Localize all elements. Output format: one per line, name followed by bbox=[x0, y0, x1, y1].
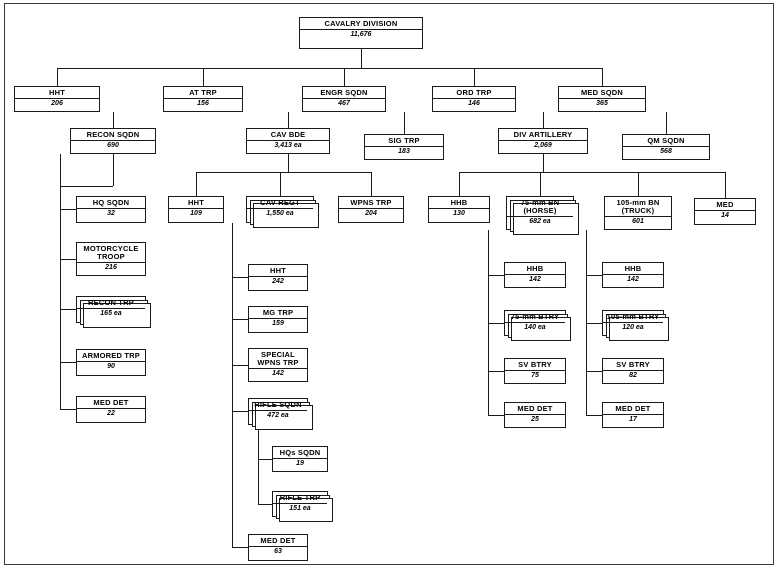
unit-name: HHT bbox=[48, 88, 65, 97]
unit-name: HHT bbox=[269, 266, 286, 275]
connector-line bbox=[404, 112, 405, 134]
unit-strength: 159 bbox=[249, 318, 307, 328]
unit-box-recon-trp[interactable] bbox=[76, 296, 146, 323]
unit-name: MG TRP bbox=[262, 308, 294, 317]
connector-line bbox=[232, 547, 248, 548]
unit-name: RIFLE SQDN bbox=[254, 400, 302, 409]
unit-box-hhb-75[interactable] bbox=[504, 262, 566, 288]
unit-box-at-trp[interactable] bbox=[163, 86, 243, 112]
unit-strength: 151 ea bbox=[273, 503, 327, 513]
unit-box-med-det-105[interactable] bbox=[602, 402, 664, 428]
unit-box-mg-trp[interactable] bbox=[248, 306, 308, 333]
unit-strength: 365 bbox=[559, 98, 645, 108]
unit-name: HHB bbox=[450, 198, 468, 207]
connector-line bbox=[586, 415, 602, 416]
unit-box-engr-sqdn[interactable] bbox=[302, 86, 386, 112]
connector-line bbox=[459, 172, 460, 196]
connector-line bbox=[232, 223, 233, 548]
connector-line bbox=[288, 112, 289, 128]
unit-strength: 142 bbox=[249, 368, 307, 378]
connector-line bbox=[60, 186, 113, 187]
unit-name: 105-mm BTRY bbox=[606, 312, 660, 321]
unit-strength: 204 bbox=[339, 208, 403, 218]
connector-line bbox=[258, 504, 272, 505]
unit-box-bn-105-truck[interactable] bbox=[604, 196, 672, 230]
unit-name: HHB bbox=[624, 264, 642, 273]
connector-line bbox=[488, 415, 504, 416]
unit-strength: 1,550 ea bbox=[247, 208, 313, 218]
unit-strength: 2,069 bbox=[499, 140, 587, 150]
unit-name: AT TRP bbox=[189, 88, 217, 97]
unit-box-bn-75-horse[interactable] bbox=[506, 196, 574, 230]
unit-box-rifle-trp[interactable] bbox=[272, 491, 328, 517]
unit-box-med-arty[interactable] bbox=[694, 198, 756, 225]
unit-name: MOTORCYCLE TROOP bbox=[83, 244, 139, 262]
connector-line bbox=[586, 323, 602, 324]
unit-name: CAV REGT bbox=[260, 198, 300, 207]
unit-strength: 140 ea bbox=[505, 322, 565, 332]
connector-line bbox=[371, 172, 372, 196]
unit-strength: 142 bbox=[603, 274, 663, 284]
unit-box-cav-regt[interactable] bbox=[246, 196, 314, 223]
unit-strength: 601 bbox=[605, 216, 671, 226]
unit-box-cav-bde[interactable] bbox=[246, 128, 330, 154]
connector-line bbox=[543, 154, 544, 172]
unit-strength: 568 bbox=[623, 146, 709, 156]
unit-box-armored-trp[interactable] bbox=[76, 349, 146, 376]
unit-strength: 242 bbox=[249, 276, 307, 286]
unit-strength: 75 bbox=[505, 370, 565, 380]
unit-strength: 206 bbox=[15, 98, 99, 108]
unit-box-wpns-trp[interactable] bbox=[338, 196, 404, 223]
connector-line bbox=[196, 172, 197, 196]
unit-box-special-wpns[interactable] bbox=[248, 348, 308, 382]
connector-line bbox=[60, 209, 76, 210]
connector-line bbox=[203, 68, 204, 86]
unit-strength: 142 bbox=[505, 274, 565, 284]
connector-line bbox=[258, 425, 259, 504]
unit-name: RIFLE TRP bbox=[279, 493, 321, 502]
unit-strength: 82 bbox=[603, 370, 663, 380]
connector-line bbox=[488, 323, 504, 324]
unit-box-hhb-arty[interactable] bbox=[428, 196, 490, 223]
unit-strength: 109 bbox=[169, 208, 223, 218]
connector-line bbox=[60, 154, 61, 410]
unit-name: MED DET bbox=[615, 404, 651, 413]
unit-name: SV BTRY bbox=[518, 360, 552, 369]
unit-name: ENGR SQDN bbox=[320, 88, 368, 97]
unit-strength: 682 ea bbox=[507, 216, 573, 226]
unit-name: SV BTRY bbox=[616, 360, 650, 369]
connector-line bbox=[540, 172, 541, 196]
connector-line bbox=[638, 172, 639, 196]
connector-line bbox=[60, 309, 76, 310]
unit-strength: 3,413 ea bbox=[247, 140, 329, 150]
unit-box-hhb-105[interactable] bbox=[602, 262, 664, 288]
unit-strength: 690 bbox=[71, 140, 155, 150]
unit-box-sv-btry-75[interactable] bbox=[504, 358, 566, 384]
unit-name: MED SQDN bbox=[580, 88, 624, 97]
connector-line bbox=[474, 68, 475, 86]
connector-line bbox=[725, 172, 726, 198]
connector-line bbox=[586, 371, 602, 372]
connector-line bbox=[602, 68, 603, 86]
unit-strength: 146 bbox=[433, 98, 515, 108]
unit-box-hht-div[interactable] bbox=[14, 86, 100, 112]
unit-strength: 22 bbox=[77, 408, 145, 418]
unit-name: QM SQDN bbox=[647, 136, 685, 145]
unit-box-ord-trp[interactable] bbox=[432, 86, 516, 112]
unit-name: 105-mm BN (TRUCK) bbox=[616, 198, 660, 216]
unit-box-btry-75[interactable] bbox=[504, 310, 566, 336]
unit-strength: 165 ea bbox=[77, 308, 145, 318]
connector-line bbox=[361, 49, 362, 68]
connector-line bbox=[57, 68, 58, 86]
connector-line bbox=[57, 68, 602, 69]
unit-name: 75-mm BTRY bbox=[510, 312, 560, 321]
connector-line bbox=[280, 172, 281, 196]
unit-strength: 467 bbox=[303, 98, 385, 108]
unit-strength: 216 bbox=[77, 262, 145, 272]
unit-box-hht-regt[interactable] bbox=[248, 264, 308, 291]
unit-strength: 183 bbox=[365, 146, 443, 156]
unit-box-hht-bde[interactable] bbox=[168, 196, 224, 223]
unit-strength: 25 bbox=[505, 414, 565, 424]
unit-box-qm-sqdn[interactable] bbox=[622, 134, 710, 160]
connector-line bbox=[344, 68, 345, 86]
connector-line bbox=[60, 362, 76, 363]
unit-strength: 90 bbox=[77, 361, 145, 371]
unit-name: ORD TRP bbox=[456, 88, 492, 97]
unit-box-med-det-regt[interactable] bbox=[248, 534, 308, 561]
connector-line bbox=[488, 275, 504, 276]
unit-name: ARMORED TRP bbox=[81, 351, 141, 360]
unit-name: MED DET bbox=[260, 536, 296, 545]
unit-strength: 19 bbox=[273, 458, 327, 468]
unit-name: MED bbox=[716, 200, 734, 209]
connector-line bbox=[232, 365, 248, 366]
unit-strength: 472 ea bbox=[249, 410, 307, 420]
unit-name: SIG TRP bbox=[388, 136, 420, 145]
connector-line bbox=[586, 275, 602, 276]
unit-strength: 17 bbox=[603, 414, 663, 424]
unit-name: 75-mm BN (HORSE) bbox=[520, 198, 560, 216]
unit-name: HQ SQDN bbox=[92, 198, 130, 207]
unit-name: CAVALRY DIVISION bbox=[324, 19, 398, 28]
unit-strength: 14 bbox=[695, 210, 755, 220]
connector-line bbox=[60, 409, 76, 410]
connector-line bbox=[666, 112, 667, 134]
connector-line bbox=[288, 154, 289, 172]
unit-strength: 156 bbox=[164, 98, 242, 108]
unit-box-hqs-sqdn[interactable] bbox=[272, 446, 328, 472]
unit-box-recon-sqdn[interactable] bbox=[70, 128, 156, 154]
unit-name: SPECIAL WPNS TRP bbox=[257, 350, 299, 368]
unit-box-sig-trp[interactable] bbox=[364, 134, 444, 160]
unit-box-rifle-sqdn[interactable] bbox=[248, 398, 308, 425]
unit-name: WPNS TRP bbox=[350, 198, 392, 207]
unit-strength: 11,676 bbox=[300, 29, 422, 39]
connector-line bbox=[113, 112, 114, 128]
connector-line bbox=[488, 371, 504, 372]
connector-line bbox=[232, 411, 248, 412]
unit-strength: 63 bbox=[249, 546, 307, 556]
unit-name: HHT bbox=[187, 198, 204, 207]
unit-name: HQs SQDN bbox=[279, 448, 321, 457]
connector-line bbox=[258, 459, 272, 460]
unit-box-med-det-75[interactable] bbox=[504, 402, 566, 428]
unit-name: CAV BDE bbox=[270, 130, 306, 139]
connector-line bbox=[232, 277, 248, 278]
connector-line bbox=[196, 172, 371, 173]
unit-box-cav-div[interactable] bbox=[299, 17, 423, 49]
unit-strength: 32 bbox=[77, 208, 145, 218]
unit-name: DIV ARTILLERY bbox=[513, 130, 573, 139]
connector-line bbox=[113, 154, 114, 186]
unit-box-sv-btry-105[interactable] bbox=[602, 358, 664, 384]
unit-name: MED DET bbox=[93, 398, 129, 407]
connector-line bbox=[60, 259, 76, 260]
unit-box-div-artillery[interactable] bbox=[498, 128, 588, 154]
unit-name: RECON TRP bbox=[88, 298, 134, 307]
unit-box-btry-105[interactable] bbox=[602, 310, 664, 336]
unit-box-hq-sqdn[interactable] bbox=[76, 196, 146, 223]
unit-box-med-sqdn[interactable] bbox=[558, 86, 646, 112]
connector-line bbox=[459, 172, 725, 173]
unit-name: HHB bbox=[526, 264, 544, 273]
unit-strength: 120 ea bbox=[603, 322, 663, 332]
unit-name: RECON SQDN bbox=[86, 130, 140, 139]
unit-strength: 130 bbox=[429, 208, 489, 218]
unit-name: MED DET bbox=[517, 404, 553, 413]
unit-box-motorcycle-trp[interactable] bbox=[76, 242, 146, 276]
connector-line bbox=[543, 112, 544, 128]
unit-box-med-det-recon[interactable] bbox=[76, 396, 146, 423]
connector-line bbox=[232, 319, 248, 320]
